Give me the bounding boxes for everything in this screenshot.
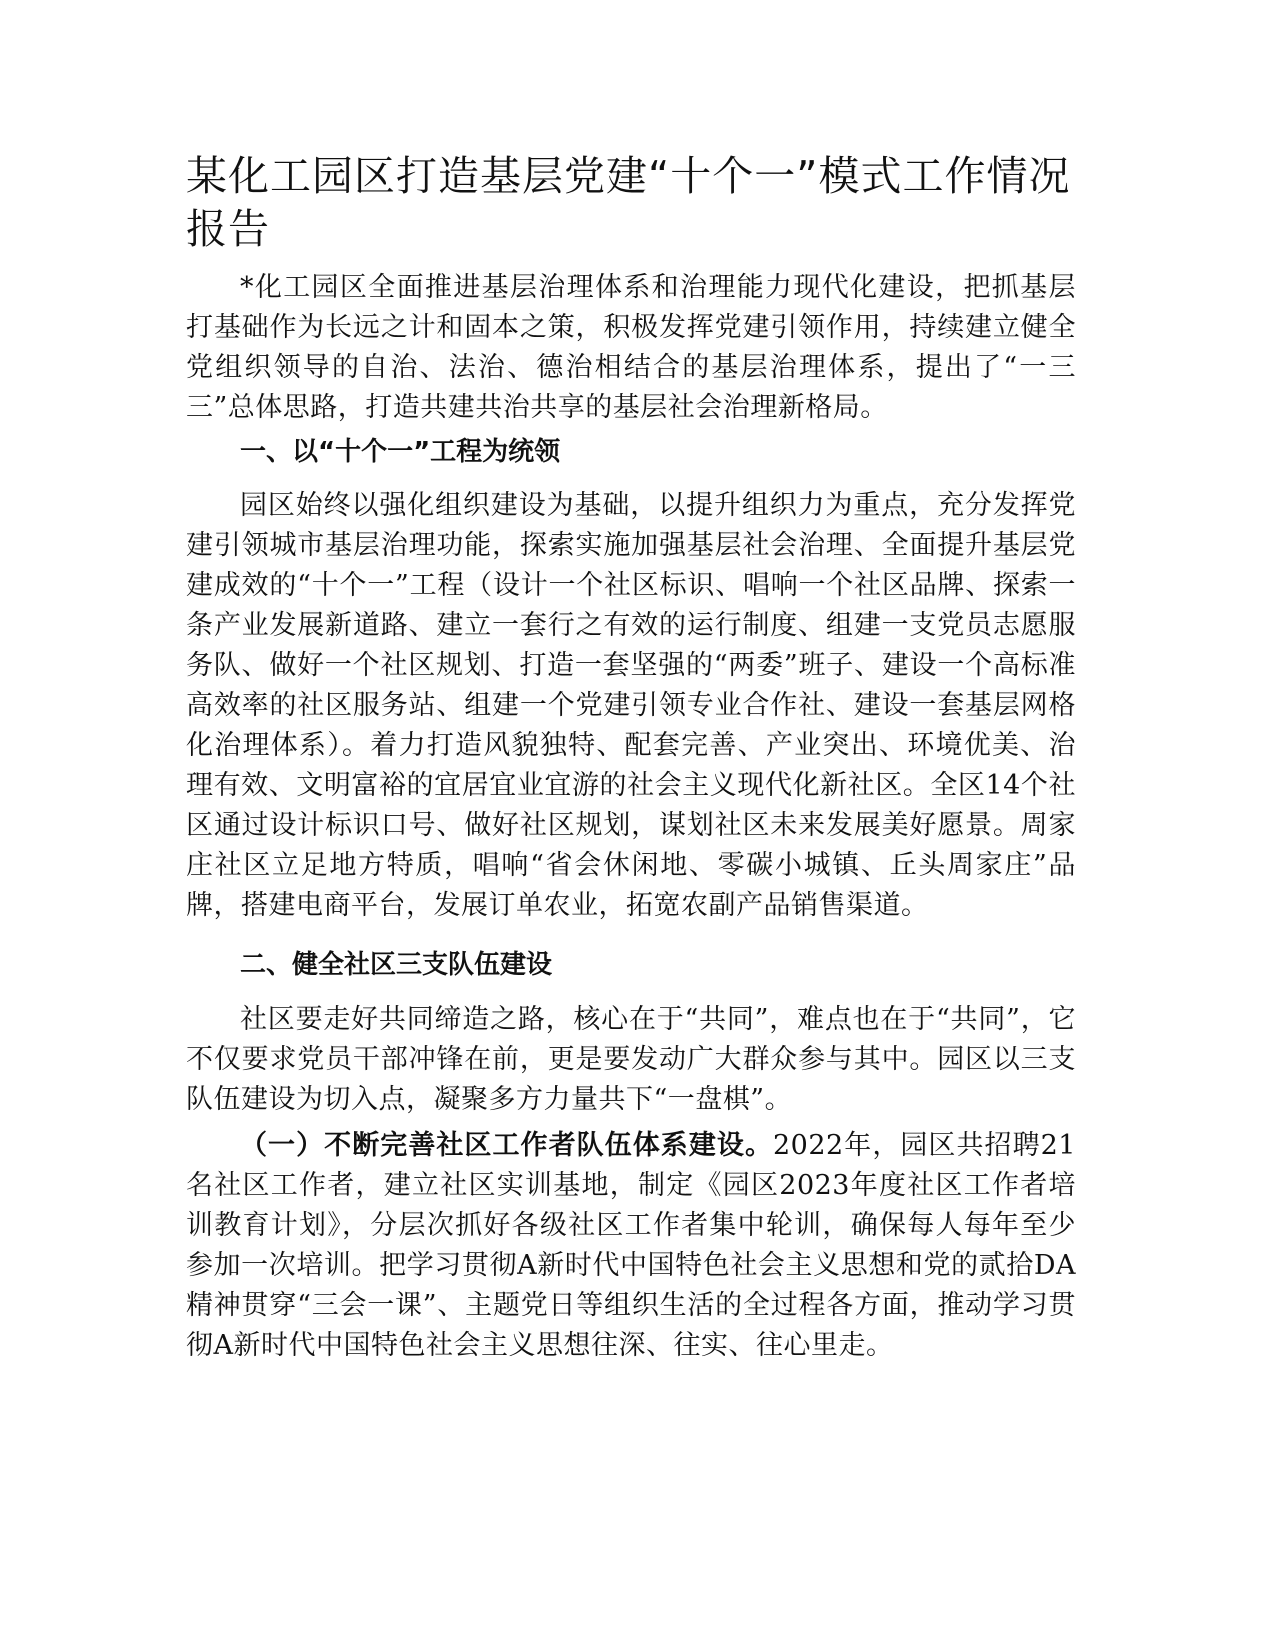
subsection-1-body: 2022年，园区共招聘21名社区工作者，建立社区实训基地，制定《园区2023年度社区工作者培训教育计划》，分层次抓好各级社区工作者集中轮训，确保每人每年至少参加一次培训。把学习贯彻A新时代中国特色社会主义思想和党的贰拾DA精神贯穿“三会一课”、主题党日等组织生活的全过程各方面，推动学习贯彻A新时代中国特色社会主义思想往深、往实、往心里走。 [186,1130,1076,1361]
section-2-paragraph: 社区要走好共同缔造之路，核心在于“共同”，难点也在于“共同”，它不仅要求党员干部冲锋在前，更是要发动广大群众参与其中。园区以三支队伍建设为切入点，凝聚多方力量共下“一盘棋”。 [186,1004,1076,1115]
subsection-1-lead: （一）不断完善社区工作者队伍体系建设。 [240,1130,773,1161]
section-1-paragraph: 园区始终以强化组织建设为基础，以提升组织力为重点，充分发挥党建引领城市基层治理功能，探索实施加强基层社会治理、全面提升基层党建成效的“十个一”工程（设计一个社区标识、唱响一个社区品牌、探索一条产业发展新道路、建立一套行之有效的运行制度、组建一支党员志愿服务队、做好一个社区规划、打造一套坚强的“两委”班子、建设一个高标准高效率的社区服务站、组建一个党建引领专业合作社、建设一套基层网格化治理体系）。着力打造风貌独特、配套完善、产业突出、环境优美、治理有效、文明富裕的宜居宜业宜游的社会主义现代化新社区。全区14个社区通过设计标识口号、做好社区规划，谋划社区未来发展美好愿景。周家庄社区立足地方特质，唱响“省会休闲地、零碳小城镇、丘头周家庄”品牌，搭建电商平台，发展订单农业，拓宽农副产品销售渠道。 [186,490,1076,921]
page-title: 某化工园区打造基层党建“十个一”模式工作情况报告 [186,152,1071,253]
section-1-heading: 一、以“十个一”工程为统领 [240,437,561,467]
section-2-heading: 二、健全社区三支队伍建设 [240,950,553,980]
subsection-1-paragraph [186,1126,1076,1366]
intro-paragraph: *化工园区全面推进基层治理体系和治理能力现代化建设，把抓基层打基础作为长远之计和固本之策，积极发挥党建引领作用，持续建立健全党组织领导的自治、法治、德治相结合的基层治理体系，提出了“一三三”总体思路，打造共建共治共享的基层社会治理新格局。 [186,272,1076,423]
